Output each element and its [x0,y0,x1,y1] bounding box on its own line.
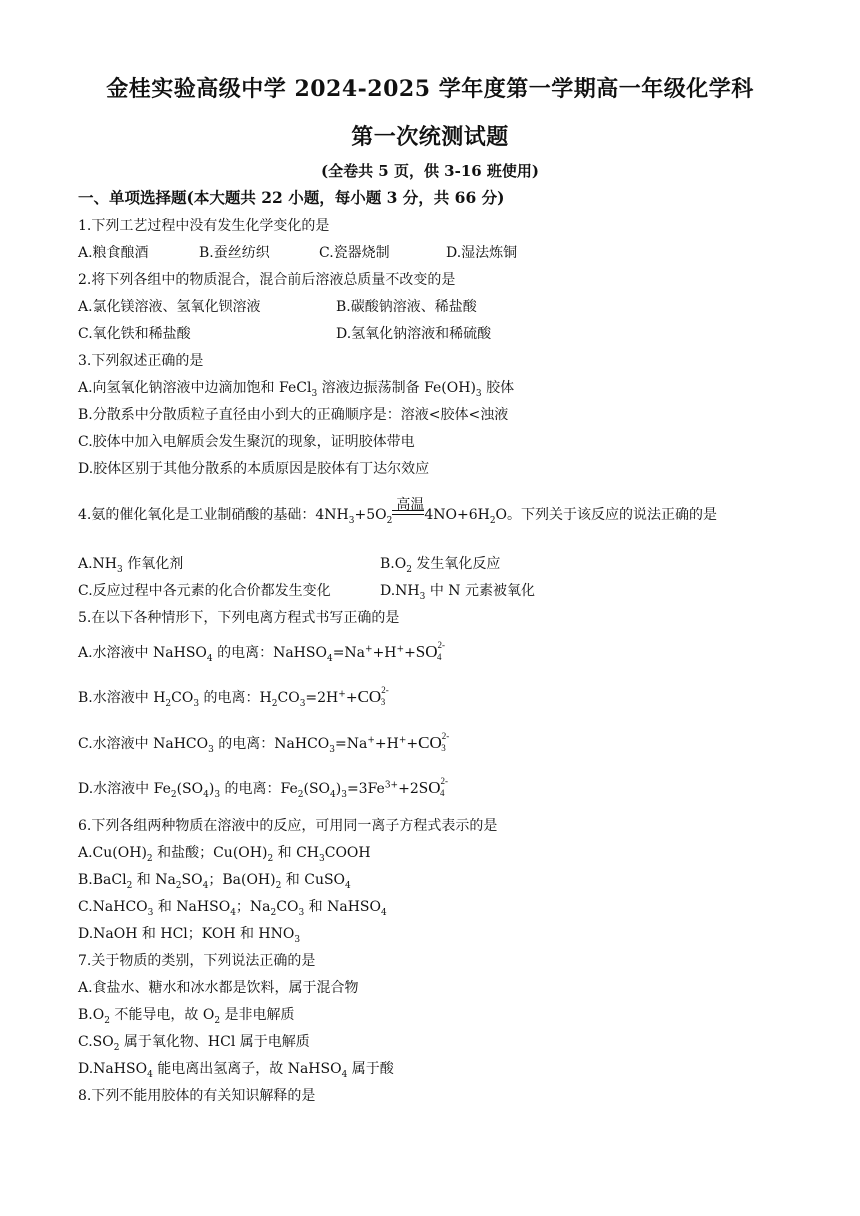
question-2-stem: 2.将下列各组中的物质混合，混合前后溶液总质量不改变的是 [78,272,456,288]
question-7-option-d: D.NaHSO$_4$ 能电离出氢离子，故 NaHSO$_4$ 属于酸 [78,1061,394,1080]
question-4-option-a: $A.NH_3$ 作氧化剂 [78,556,184,575]
question-6-stem: 6.下列各组两种物质在溶液中的反应，可用同一离子方程式表示的是 [78,818,498,834]
question-1-option-c: C.瓷器烧制 [319,245,390,261]
question-5-option-d: D.水溶液中 $Fe_2(SO_4)_3$ 的电离：$Fe_2(SO_4)_3=3Fe^{3+}+2SO^{2-}4$ [78,776,448,800]
question-5-stem: 5.在以下各种情形下，下列电离方程式书写正确的是 [78,610,400,626]
question-4-option-c: C.反应过程中各元素的化合价都发生变化 [78,583,331,599]
question-3-option-d: D.胶体区别于其他分散系的本质原因是胶体有丁达尔效应 [78,461,430,477]
question-3-stem: 3.下列叙述正确的是 [78,353,204,369]
question-3-option-c: C.胶体中加入电解质会发生聚沉的现象，证明胶体带电 [78,434,415,450]
carbonate-ion: $CO^{2-}3$ [357,685,389,707]
question-2-option-a: A.氯化镁溶液、氢氧化钡溶液 [78,299,261,315]
question-3-option-b: B.分散系中分散质粒子直径由小到大的正确顺序是：溶液<胶体<浊液 [78,407,509,423]
sulfate-ion: $SO^{2-}4$ [415,640,446,662]
carbonate-ion: $CO^{2-}3$ [418,731,450,753]
question-1-option-a: A.粮食酿酒 [78,245,149,261]
question-5-option-a: A.水溶液中 NaHSO$_4$ 的电离：$NaHSO_4=Na^++H^++SO^{2-}4$ [78,640,446,664]
question-6-option-d: D.NaOH 和 HCl；KOH 和 $HNO_3$ [78,926,301,945]
exam-title: 金桂实验高级中学 2024-2025 学年度第一学期高一年级化学科 [106,76,754,102]
question-7-option-c: $C.SO_2$ 属于氧化物、HCl 属于电解质 [78,1034,310,1053]
question-2-option-b: B.碳酸钠溶液、稀盐酸 [336,299,477,315]
question-7-stem: 7.关于物质的类别，下列说法正确的是 [78,953,316,969]
question-2-option-d: D.氢氧化钠溶液和稀硫酸 [336,326,492,342]
exam-title-line2: 第一次统测试题 [351,124,509,150]
question-7-option-b: $B.O_2$ 不能导电，故 $O_2$ 是非电解质 [78,1007,295,1026]
question-1-stem: 1.下列工艺过程中没有发生化学变化的是 [78,218,330,234]
question-3-option-a: A.向氢氧化钠溶液中边滴加饱和 FeCl$_3$ 溶液边振荡制备 $Fe(OH)_3$ 胶体 [78,380,515,399]
question-1-option-d: D.湿法炼铜 [446,245,518,261]
question-6-option-b: B.BaCl$_2$ 和 $Na_2SO_4$；$Ba(OH)_2$ 和 CuSO$_4$ [78,872,351,891]
question-4-option-b: $B.O_2$ 发生氧化反应 [380,556,501,575]
reaction-condition-arrow: 高温 [392,516,424,519]
exam-subtitle: (全卷共 5 页，供 3-16 班使用) [320,162,540,180]
sulfate-ion: $SO^{2-}4$ [418,776,448,798]
question-6-option-c: C.NaHCO$_3$ 和 NaHSO$_4$；$Na_2CO_3$ 和 NaHSO$_4$ [78,899,387,918]
section-heading: 一、单项选择题(本大题共 22 小题，每小题 3 分，共 66 分) [78,188,505,207]
question-7-option-a: A.食盐水、糖水和冰水都是饮料，属于混合物 [78,980,359,996]
question-6-option-a: $A.Cu(OH)_2$ 和盐酸；$Cu(OH)_2$ 和 $CH_3COOH$ [78,845,371,864]
question-5-option-c: C.水溶液中 NaHCO$_3$ 的电离：$NaHCO_3=Na^++H^++CO^{2-}3$ [78,731,450,755]
question-4-option-d: $D.NH_3$ 中 N 元素被氧化 [380,583,535,602]
question-5-option-b: B.水溶液中 $H_2CO_3$ 的电离：$H_2CO_3=2H^++CO^{2-}3$ [78,685,389,709]
question-2-option-c: C.氧化铁和稀盐酸 [78,326,191,342]
question-4-stem: 4.氨的催化氧化是工业制硝酸的基础：$4NH_3+5O_2$ 高温 $4NO+6H_2O$。下列关于该反应的说法正确的是 [78,497,718,526]
question-1-option-b: B.蚕丝纺织 [199,245,270,261]
question-8-stem: 8.下列不能用胶体的有关知识解释的是 [78,1088,316,1104]
